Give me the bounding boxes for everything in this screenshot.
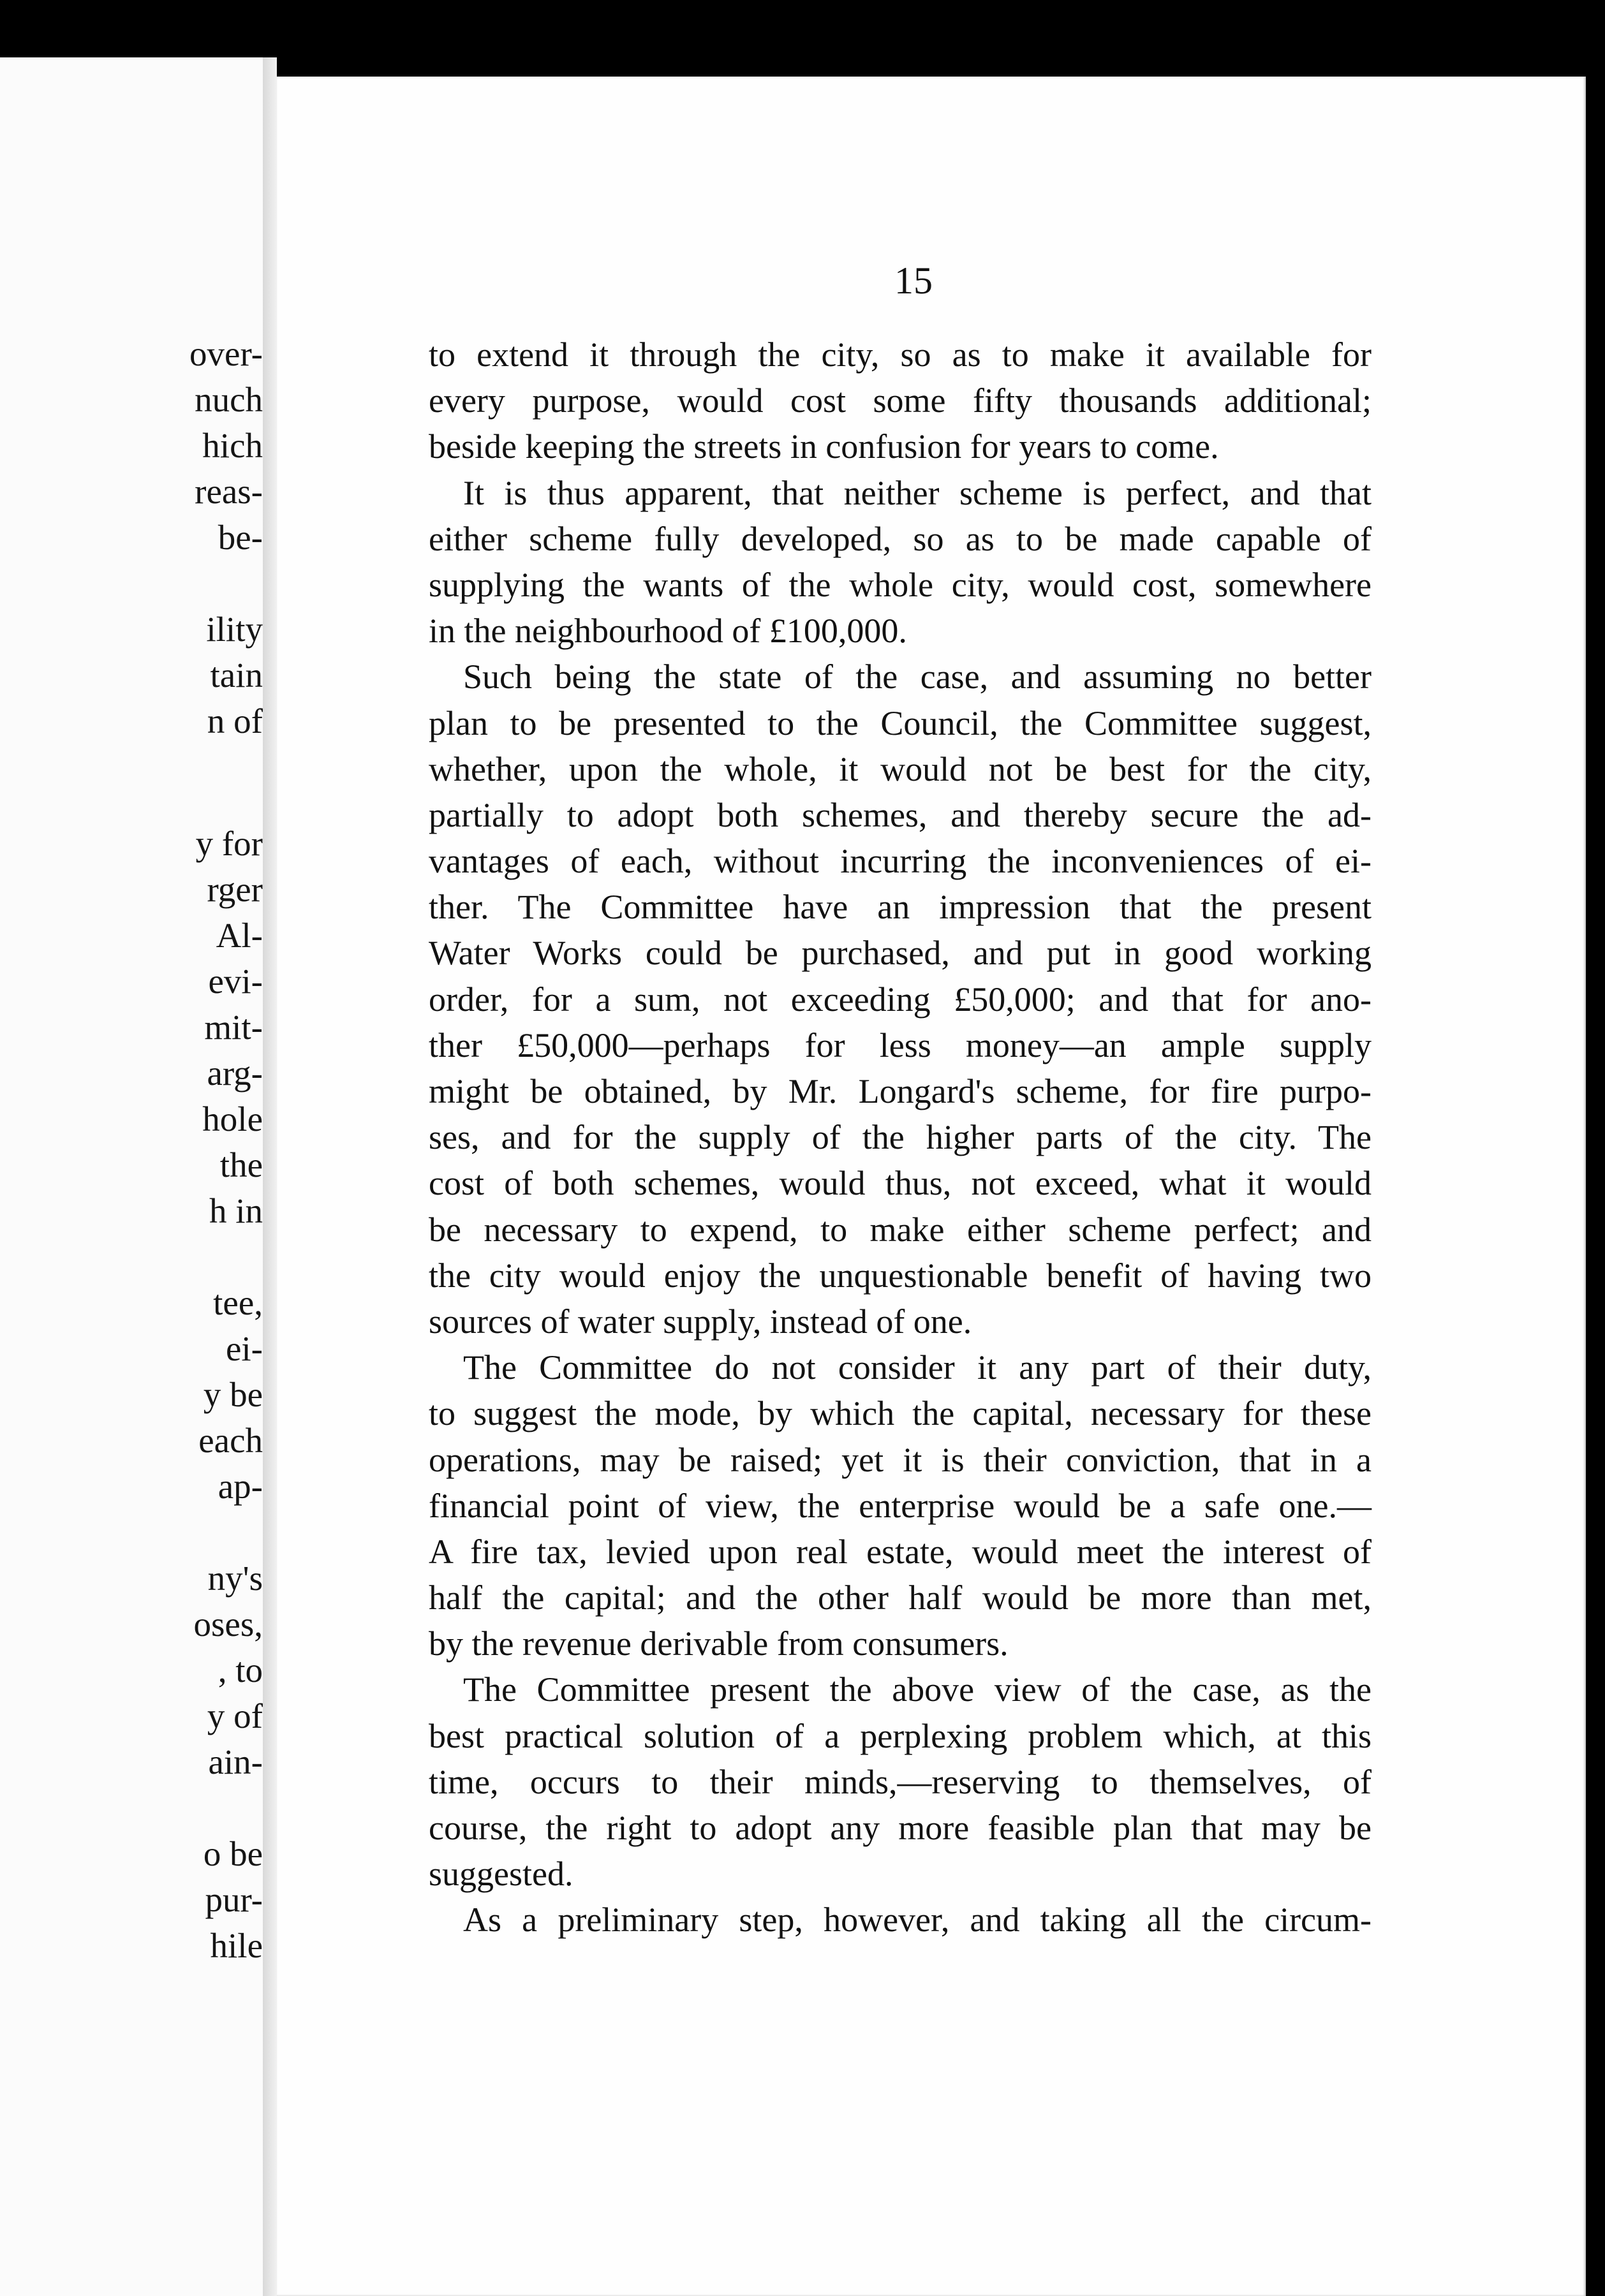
left-page-fragment: hole	[202, 1100, 263, 1138]
text-line: suggested.	[429, 1855, 573, 1894]
text-line: ther £50,000—perhaps for less money—an ample supply	[429, 1026, 1372, 1064]
text-line: ther. The Committee have an impression that the present	[429, 888, 1372, 927]
left-page-fragment: tain	[210, 656, 263, 695]
text-line: either scheme fully developed, so as to be made capable of	[429, 519, 1372, 558]
text-line: financial point of view, the enterprise would be a safe one.—	[429, 1486, 1372, 1525]
left-page-fragment: mit-	[204, 1008, 263, 1047]
left-page-fragment: arg-	[207, 1054, 263, 1093]
left-page-fragment: ility	[206, 610, 263, 649]
book-gutter	[263, 57, 277, 2296]
text-line: It is thus apparent, that neither scheme is perfect, and that	[463, 473, 1372, 512]
left-page-fragment: y for	[195, 824, 263, 863]
text-line: vantages of each, without incurring the inconveniences of ei-	[429, 842, 1372, 881]
left-page-fragment: be-	[218, 518, 263, 557]
text-line: supplying the wants of the whole city, would cost, somewhere	[429, 565, 1372, 604]
left-page-fragment: h in	[209, 1191, 263, 1230]
text-line: every purpose, would cost some fifty thousands additional;	[429, 381, 1372, 420]
left-page-fragment: n of	[207, 702, 263, 740]
left-page-fragment: ap-	[218, 1467, 263, 1506]
text-line: might be obtained, by Mr. Longard's scheme, for fire purpo-	[429, 1072, 1372, 1110]
left-page-fragment: ei-	[225, 1329, 263, 1368]
left-page-fragment: , to	[218, 1651, 263, 1689]
text-line: Such being the state of the case, and assuming no better	[463, 658, 1372, 696]
left-page-fragment: reas-	[195, 472, 263, 511]
text-line: to suggest the mode, by which the capital, necessary for these	[429, 1394, 1372, 1433]
text-line: As a preliminary step, however, and taking all the circum-	[463, 1901, 1372, 1939]
text-line: be necessary to expend, to make either scheme perfect; and	[429, 1210, 1372, 1249]
left-page-fragment: y of	[207, 1696, 263, 1735]
left-page	[0, 57, 265, 2296]
text-line: whether, upon the whole, it would not be best for the city,	[429, 749, 1372, 788]
text-line: time, occurs to their minds,—reserving to themselves, of	[429, 1762, 1372, 1801]
text-line: order, for a sum, not exceeding £50,000; and that for ano-	[429, 980, 1372, 1019]
left-page-fragment: ny's	[207, 1559, 263, 1598]
body-text	[429, 332, 1372, 1943]
text-line: course, the right to adopt any more feasible plan that may be	[429, 1809, 1372, 1847]
text-line: operations, may be raised; yet it is their conviction, that in a	[429, 1440, 1372, 1479]
text-line: beside keeping the streets in confusion for years to come.	[429, 427, 1219, 466]
text-line: half the capital; and the other half would be more than met,	[429, 1578, 1372, 1617]
left-page-fragment: evi-	[208, 962, 263, 1001]
left-page-fragment: rger	[207, 870, 263, 909]
text-line: in the neighbourhood of £100,000.	[429, 612, 907, 651]
left-page-fragment: y be	[203, 1375, 263, 1414]
left-page-fragment: over-	[189, 334, 263, 373]
left-page-fragment: nuch	[195, 380, 263, 419]
text-line: partially to adopt both schemes, and thereby secure the ad-	[429, 795, 1372, 834]
text-line: sources of water supply, instead of one.	[429, 1302, 972, 1341]
text-line: plan to be presented to the Council, the Committee suggest,	[429, 703, 1372, 742]
text-line: ses, and for the supply of the higher parts of the city. The	[429, 1118, 1372, 1157]
left-page-fragment: pur-	[205, 1880, 263, 1919]
left-page-fragment: each	[198, 1421, 263, 1460]
text-line: The Committee do not consider it any part of their duty,	[463, 1348, 1372, 1387]
text-line: The Committee present the above view of the case, as the	[463, 1670, 1372, 1709]
left-page-fragment: hile	[210, 1926, 263, 1965]
text-line: Water Works could be purchased, and put in good working	[429, 934, 1372, 973]
left-page-fragment: oses,	[193, 1605, 263, 1644]
left-page-fragment: ain-	[208, 1742, 263, 1781]
text-line: by the revenue derivable from consumers.	[429, 1624, 1009, 1663]
text-line: the city would enjoy the unquestionable benefit of having two	[429, 1256, 1372, 1295]
text-line: to extend it through the city, so as to make it available for	[429, 335, 1372, 374]
left-page-fragment: Al-	[216, 916, 263, 955]
text-line: cost of both schemes, would thus, not exceed, what it would	[429, 1164, 1372, 1203]
left-page-fragment: o be	[203, 1834, 263, 1873]
text-line: best practical solution of a perplexing problem which, at this	[429, 1716, 1372, 1755]
text-line: A fire tax, levied upon real estate, would meet the interest of	[429, 1532, 1372, 1571]
left-page-fragment: the	[219, 1145, 263, 1184]
left-page-fragment: hich	[202, 426, 263, 465]
page-number: 15	[894, 260, 933, 302]
left-page-fragment: tee,	[213, 1283, 263, 1322]
